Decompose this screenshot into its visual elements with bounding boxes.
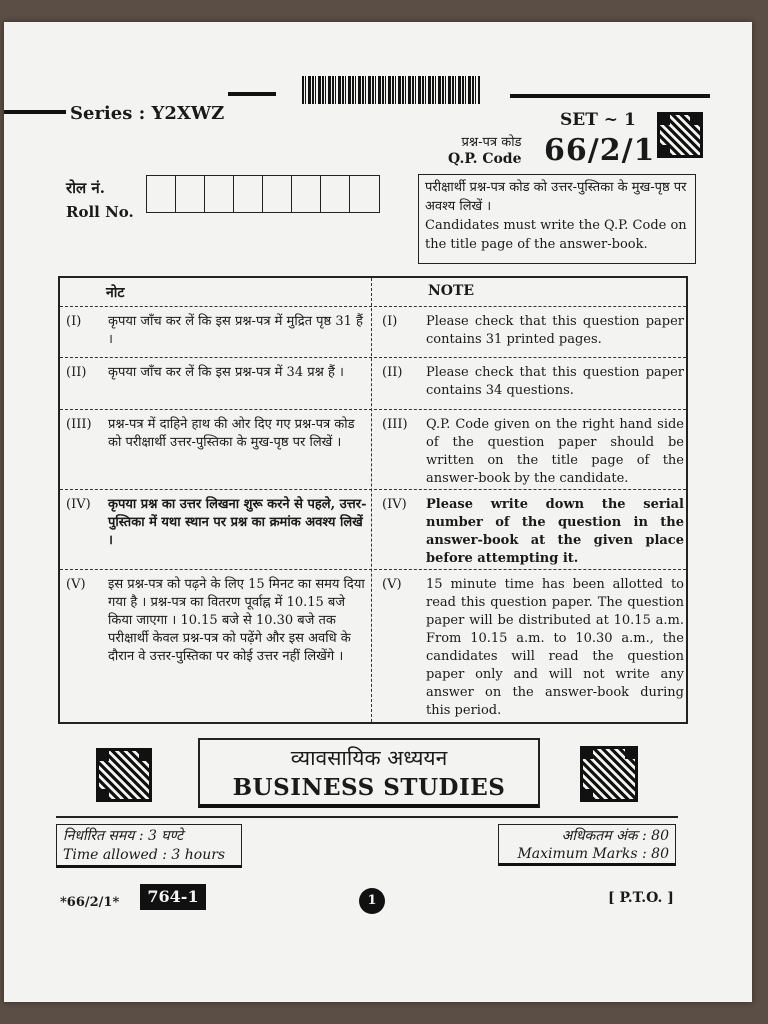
footer-serial-number: 764-1	[140, 884, 206, 910]
notes-header-en: NOTE	[428, 283, 475, 299]
roll-cell[interactable]	[147, 176, 176, 212]
page-number: 1	[359, 888, 385, 914]
qp-code-label	[448, 135, 522, 167]
set-label: SET ~ 1	[560, 110, 636, 130]
note-number: (I)	[382, 314, 398, 329]
instruction-en: Candidates must write the Q.P. Code on the title page of the answer-book.	[425, 218, 687, 252]
qp-code-instruction-box	[418, 174, 696, 264]
subject-title-hi: व्यावसायिक अध्ययन	[290, 746, 448, 770]
maximum-marks-hi: अधिकतम अंक : 80	[561, 828, 669, 844]
subject-title-box	[198, 738, 540, 808]
maximum-marks-en: Maximum Marks : 80	[517, 846, 669, 862]
qp-code-value: 66/2/1	[544, 133, 656, 168]
subject-title-en: BUSINESS STUDIES	[232, 774, 506, 801]
note-text-hi: कृपया जाँच कर लें कि इस प्रश्न-पत्र में 34 प्रश्न हैं ।	[108, 365, 344, 380]
note-row	[60, 358, 686, 410]
note-text-en: Please check that this question paper contains 31 printed pages.	[426, 314, 684, 347]
header-rule-mid	[228, 92, 276, 96]
qr-code-top	[657, 112, 703, 158]
note-number: (V)	[66, 577, 86, 592]
note-row	[60, 490, 686, 570]
note-row	[60, 570, 686, 722]
barcode	[302, 76, 480, 104]
roll-cell[interactable]	[234, 176, 263, 212]
qr-code-right	[580, 746, 638, 802]
roll-cell[interactable]	[350, 176, 379, 212]
roll-label-hi: रोल नं.	[66, 179, 105, 197]
note-text-hi: कृपया जाँच कर लें कि इस प्रश्न-पत्र में मुद्रित पृष्ठ 31 हैं ।	[108, 314, 363, 347]
roll-number-label	[66, 176, 134, 224]
header-rule-right	[510, 94, 710, 98]
note-text-en: Q.P. Code given on the right hand side of the question paper should be written on the title page of the answer-book by the candidate.	[426, 417, 684, 486]
note-number: (III)	[382, 417, 408, 432]
instruction-hi: परीक्षार्थी प्रश्न-पत्र कोड को उत्तर-पुस्तिका के मुख-पृष्ठ पर अवश्य लिखें ।	[425, 180, 687, 214]
roll-cell[interactable]	[292, 176, 321, 212]
qp-code-label-hi: प्रश्न-पत्र कोड	[461, 135, 522, 150]
notes-header-hi: नोट	[106, 285, 125, 301]
notes-table	[58, 276, 688, 724]
roll-cell[interactable]	[321, 176, 350, 212]
series-label: Series : Y2XWZ	[70, 103, 225, 124]
qr-code-left	[96, 748, 152, 802]
divider-line	[56, 816, 678, 818]
roll-cell[interactable]	[263, 176, 292, 212]
time-allowed-hi: निर्धारित समय : 3 घण्टे	[63, 828, 184, 844]
note-number: (I)	[66, 314, 82, 329]
note-text-hi: कृपया प्रश्न का उत्तर लिखना शुरू करने से पहले, उत्तर-पुस्तिका में यथा स्थान पर प्रश्न का क्रमांक अवश्य लिखें ।	[108, 497, 367, 548]
pto-label: [ P.T.O. ]	[608, 890, 674, 906]
note-number: (IV)	[66, 497, 91, 512]
time-allowed-box	[56, 824, 242, 868]
note-text-en: Please write down the serial number of the question in the answer-book at the given place before attempting it.	[426, 497, 684, 566]
roll-cell[interactable]	[176, 176, 205, 212]
header-rule-left	[4, 110, 66, 114]
note-text-hi: प्रश्न-पत्र में दाहिने हाथ की ओर दिए गए प्रश्न-पत्र कोड को परीक्षार्थी उत्तर-पुस्तिका के मुख-पृष्ठ पर लिखें ।	[108, 417, 355, 450]
time-allowed-en: Time allowed : 3 hours	[63, 847, 226, 863]
note-text-hi: इस प्रश्न-पत्र को पढ़ने के लिए 15 मिनट का समय दिया गया है । प्रश्न-पत्र का वितरण पूर्वाह्न में 10.15 बजे किया जाएगा । 10.15 बजे से 10.30 बजे तक परीक्षार्थी केवल प्रश्न-पत्र को पढ़ेंगे और इस अवधि के दौरान वे उत्तर-पुस्तिका पर कोई उत्तर नहीं लिखेंगे ।	[108, 577, 365, 664]
note-row	[60, 307, 686, 358]
roll-label-en: Roll No.	[66, 203, 134, 221]
note-row	[60, 410, 686, 490]
footer-paper-code: *66/2/1*	[60, 895, 120, 910]
roll-cell[interactable]	[205, 176, 234, 212]
note-text-en: 15 minute time has been allotted to read this question paper. The question paper will be distributed at 10.15 a.m. From 10.15 a.m. to 10.30 a.m., the candidates will read the question paper only and will not write any answer on the answer-book during this period.	[426, 577, 684, 718]
notes-header-row	[60, 278, 686, 307]
maximum-marks-box	[498, 824, 676, 866]
note-number: (V)	[382, 577, 402, 592]
note-number: (II)	[66, 365, 87, 380]
note-number: (III)	[66, 417, 92, 432]
note-number: (II)	[382, 365, 403, 380]
roll-number-boxes[interactable]	[146, 175, 380, 213]
note-number: (IV)	[382, 497, 407, 512]
note-text-en: Please check that this question paper contains 34 questions.	[426, 365, 684, 398]
qp-code-label-en: Q.P. Code	[448, 151, 522, 167]
